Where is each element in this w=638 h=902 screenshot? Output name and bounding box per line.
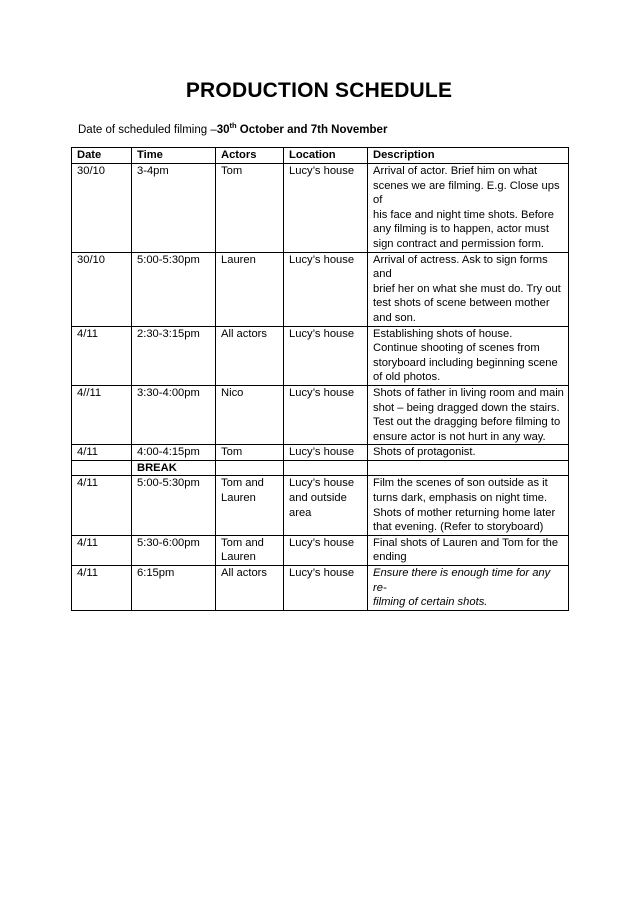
actors-cell: Nico: [216, 385, 284, 444]
location-cell: Lucy’s house: [284, 252, 368, 326]
table-header-row: [72, 148, 569, 164]
actors-cell: Lauren: [216, 252, 284, 326]
header-location: Location: [284, 148, 368, 164]
actors-cell: Tom and Lauren: [216, 476, 284, 535]
location-cell: Lucy’s house: [284, 385, 368, 444]
description-cell: Arrival of actor. Brief him on what scenes we are filming. E.g. Close ups of his face and night time shots. Before any filming is to happen, actor must sign contract and permission form.: [368, 164, 569, 253]
time-cell: 2:30-3:15pm: [132, 326, 216, 385]
date-cell: 4/11: [72, 566, 132, 611]
time-cell: 5:30-6:00pm: [132, 535, 216, 565]
description-cell: [368, 460, 569, 476]
header-description: Description: [368, 148, 569, 164]
actors-cell: All actors: [216, 326, 284, 385]
description-cell: Shots of father in living room and main shot – being dragged down the stairs. Test out the dragging before filming to ensure actor is not hurt in any way.: [368, 385, 569, 444]
time-cell: 5:00-5:30pm: [132, 476, 216, 535]
date-cell: 30/10: [72, 164, 132, 253]
date-cell: 4/11: [72, 535, 132, 565]
filming-date-rest: October and 7th November: [236, 123, 388, 136]
table-row: [72, 164, 569, 253]
actors-cell: Tom: [216, 164, 284, 253]
time-cell: 3:30-4:00pm: [132, 385, 216, 444]
table-row: [72, 385, 569, 444]
actors-cell: Tom: [216, 445, 284, 461]
location-cell: Lucy’s house and outside area: [284, 476, 368, 535]
table-row: [72, 566, 569, 611]
filming-date-day: 30: [216, 123, 230, 136]
date-cell: [72, 460, 132, 476]
table-row: [72, 445, 569, 461]
location-cell: [284, 460, 368, 476]
break-row: [72, 460, 569, 476]
actors-cell: [216, 460, 284, 476]
location-cell: Lucy’s house: [284, 445, 368, 461]
date-cell: 30/10: [72, 252, 132, 326]
location-cell: Lucy’s house: [284, 566, 368, 611]
location-cell: Lucy’s house: [284, 326, 368, 385]
time-cell: 5:00-5:30pm: [132, 252, 216, 326]
date-cell: 4//11: [72, 385, 132, 444]
date-cell: 4/11: [72, 445, 132, 461]
time-cell: 6:15pm: [132, 566, 216, 611]
filming-date-prefix: Date of scheduled filming –: [78, 123, 217, 136]
actors-cell: Tom and Lauren: [216, 535, 284, 565]
filming-date-day-suffix: th: [229, 121, 237, 130]
description-cell: Arrival of actress. Ask to sign forms and brief her on what she must do. Try out test shots of scene between mother and son.: [368, 252, 569, 326]
location-cell: Lucy’s house: [284, 164, 368, 253]
description-cell: Film the scenes of son outside as it turns dark, emphasis on night time. Shots of mother returning home later that evening. (Refer to storyboard): [368, 476, 569, 535]
table-row: [72, 535, 569, 565]
header-time: Time: [132, 148, 216, 164]
schedule-table: [71, 147, 569, 611]
description-cell: Ensure there is enough time for any re- filming of certain shots.: [368, 566, 569, 611]
break-label: BREAK: [132, 460, 216, 476]
description-cell: Establishing shots of house. Continue shooting of scenes from storyboard including beginning scene of old photos.: [368, 326, 569, 385]
description-cell: Final shots of Lauren and Tom for the ending: [368, 535, 569, 565]
date-cell: 4/11: [72, 326, 132, 385]
page-title: PRODUCTION SCHEDULE: [185, 79, 453, 102]
time-cell: 3-4pm: [132, 164, 216, 253]
filming-date-line: [78, 121, 387, 136]
actors-cell: All actors: [216, 566, 284, 611]
description-cell: Shots of protagonist.: [368, 445, 569, 461]
table-row: [72, 326, 569, 385]
header-date: Date: [72, 148, 132, 164]
header-actors: Actors: [216, 148, 284, 164]
location-cell: Lucy’s house: [284, 535, 368, 565]
date-cell: 4/11: [72, 476, 132, 535]
table-row: [72, 476, 569, 535]
table-row: [72, 252, 569, 326]
time-cell: 4:00-4:15pm: [132, 445, 216, 461]
